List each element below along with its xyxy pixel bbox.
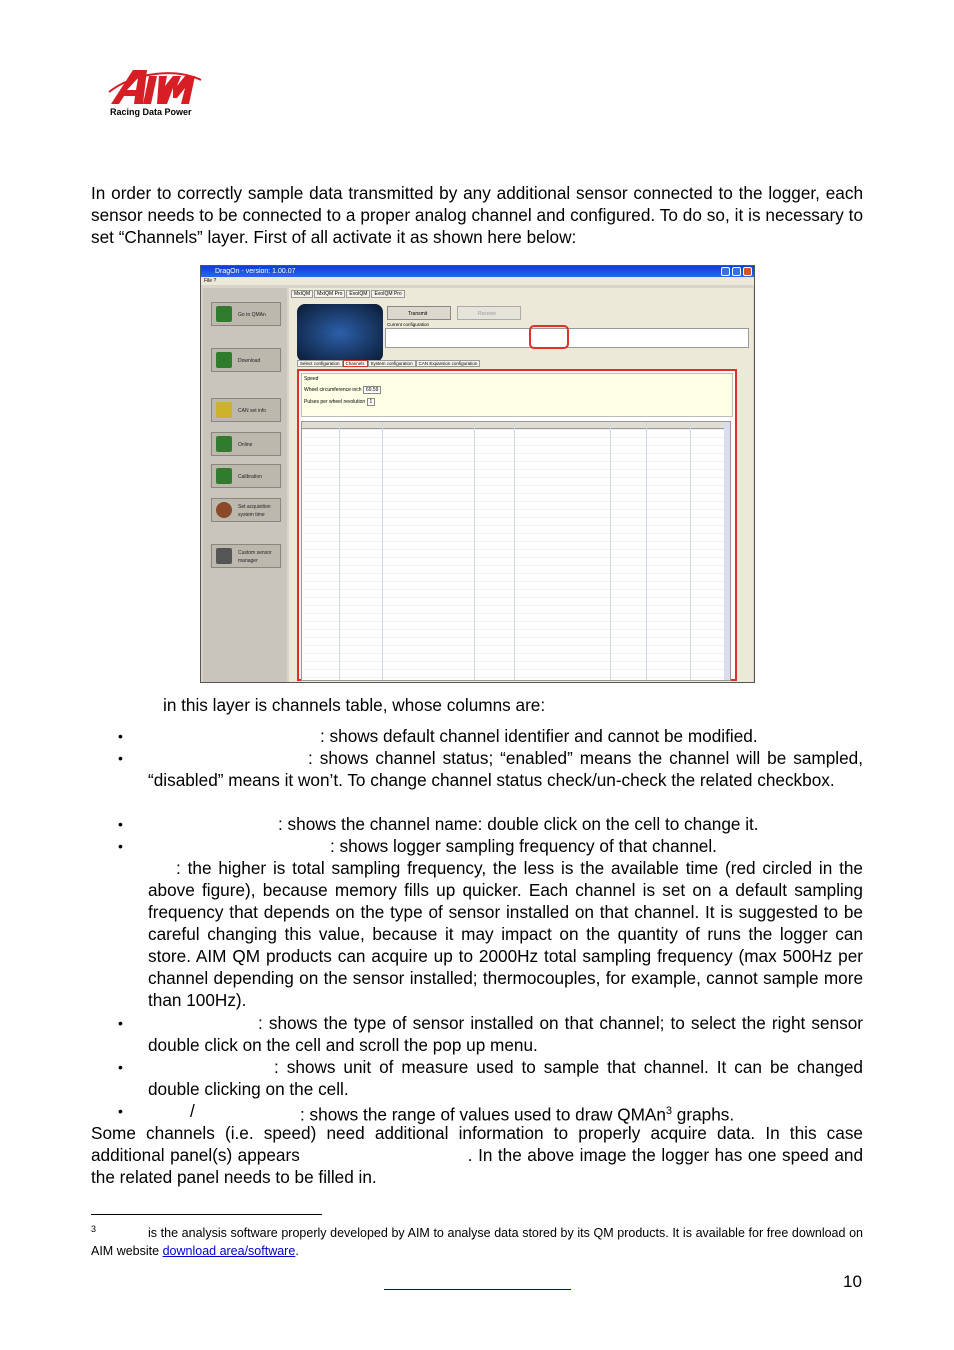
bullet-icon: •	[118, 816, 123, 832]
close-icon	[743, 267, 752, 276]
calibration-button: Calibration	[211, 464, 281, 488]
configuration-tabs	[297, 360, 480, 367]
bullet-icon: •	[118, 1103, 123, 1119]
channels-table-intro: in this layer is channels table, whose columns are:	[163, 695, 546, 715]
footnote-rule	[91, 1214, 322, 1215]
table-scrollbar	[724, 422, 730, 680]
sampling-description: : shows logger sampling frequency of that channel.	[330, 836, 717, 856]
tab-evoiqm-pro: EvoIQM Pro	[371, 290, 404, 298]
tab-can-expansion: CAN Expansion configuration	[416, 360, 481, 367]
bullet-icon: •	[118, 838, 123, 854]
speed-paragraph: Some channels (i.e. speed) need additional information to properly acquire data. In this case additional panel(s) appears . In the above image the logger has one speed and the related panel needs to be filled in.	[91, 1123, 863, 1187]
channels-table-header	[302, 422, 730, 429]
minimize-icon	[721, 267, 730, 276]
channels-table	[301, 421, 731, 681]
set-time-button: Set acquisition system time	[211, 498, 281, 522]
online-button: Online	[211, 432, 281, 456]
sensor-icon	[216, 548, 232, 564]
sampling-note: : the higher is total sampling frequency, the less is the available time (red circled in the above figure), because memory fills up quicker. Each channel is set on a default sampling frequency that depends on the type of sensor installed on that channel. It is suggested to be careful changing this value, because it may impact on the quantity of runs the logger can store. AIM QM products can acquire up to 2000Hz total sampling frequency (max 500Hz per channel depending on the sensor installed; thermocouples, for example, cannot sample more than 100Hz).	[148, 858, 863, 1010]
calibration-icon	[216, 468, 232, 484]
speed-panel	[301, 373, 733, 417]
dashboard-image	[297, 304, 383, 362]
sensor-type-description: : shows the type of sensor installed on that channel; to select the right sensor double click on the cell and scroll the pop up menu.	[148, 1013, 863, 1055]
channel-name-description: : shows the channel name: double click on the cell to change it.	[278, 814, 759, 834]
current-configuration-label: Current configuration	[387, 322, 430, 327]
bullet-icon: •	[118, 750, 123, 766]
tab-mxiqm: MxIQM	[291, 290, 313, 298]
transmit-button: Transmit	[387, 306, 451, 320]
footnote: $^3$ is the analysis software properly developed by AIM to analyse data stored by its QM products. It is available for free download on AIM website download area/software.	[91, 1224, 863, 1259]
side-panel	[203, 288, 287, 682]
download-icon	[216, 352, 232, 368]
application-screenshot	[200, 265, 755, 683]
scale-separator: /	[190, 1101, 195, 1121]
receive-button: Receive	[457, 306, 521, 320]
tab-mxiqm-pro: MxIQM Pro	[314, 290, 345, 298]
scale-description: : shows the range of values used to draw QMAn$^3$ graphs.	[300, 1104, 735, 1125]
logo-tagline: Racing Data Power	[110, 107, 192, 117]
menu-bar: File ?	[201, 277, 754, 285]
pulses-row: Pulses per wheel revolution 1	[304, 399, 730, 405]
footnote-number: 3	[91, 1224, 97, 1234]
intro-paragraph: In order to correctly sample data transmitted by any additional sensor connected to the logger, each sensor needs to be connected to a proper analog channel and configured. To do so, it is necessary to set “Channels” layer. First of all activate it as shown here below:	[91, 183, 863, 247]
page-number: 10	[843, 1272, 862, 1291]
footer-link-underline[interactable]	[384, 1289, 571, 1290]
channels-layer-highlight	[297, 369, 737, 681]
status-description: : shows channel status; “enabled” means the channel will be sampled, “disabled” means it won’t. To change channel status check/un-check the related checkbox.	[148, 748, 863, 790]
tab-channels: Channels	[343, 360, 368, 367]
window-title: DragOn - version: 1.00.07	[201, 266, 754, 277]
go-to-qman-button: Go to QMAn	[211, 302, 281, 326]
online-icon	[216, 436, 232, 452]
can-icon	[216, 402, 232, 418]
channel-id-description: : shows default channel identifier and cannot be modified.	[320, 726, 758, 746]
footnote-reference: 3	[665, 1105, 673, 1117]
download-link[interactable]: download area/software	[162, 1244, 296, 1259]
download-button: Download	[211, 348, 281, 372]
maximize-icon	[732, 267, 741, 276]
clock-icon	[216, 502, 232, 518]
bullet-icon: •	[118, 728, 123, 744]
speed-panel-title: Speed	[304, 376, 319, 382]
bullet-icon: •	[118, 1059, 123, 1075]
wheel-circumference-row: Wheel circumference inch 69.59	[304, 387, 730, 393]
measure-unit-description: : shows unit of measure used to sample that channel. It can be changed double clicking on the cell.	[148, 1057, 863, 1099]
device-tabs	[291, 290, 406, 299]
tab-select-configuration: Select configuration	[297, 360, 343, 367]
tab-evoiqm: EvoIQM	[346, 290, 370, 298]
main-panel	[289, 288, 753, 682]
qman-icon	[216, 306, 232, 322]
pulses-input: 1	[367, 398, 376, 406]
available-time-highlight	[529, 325, 569, 349]
bullet-icon: •	[118, 1015, 123, 1031]
wheel-circumference-input: 69.59	[363, 386, 382, 394]
can-set-info-button: CAN set info	[211, 398, 281, 422]
tab-system-configuration: System configuration	[368, 360, 416, 367]
custom-sensor-button: Custom sensor manager	[211, 544, 281, 568]
